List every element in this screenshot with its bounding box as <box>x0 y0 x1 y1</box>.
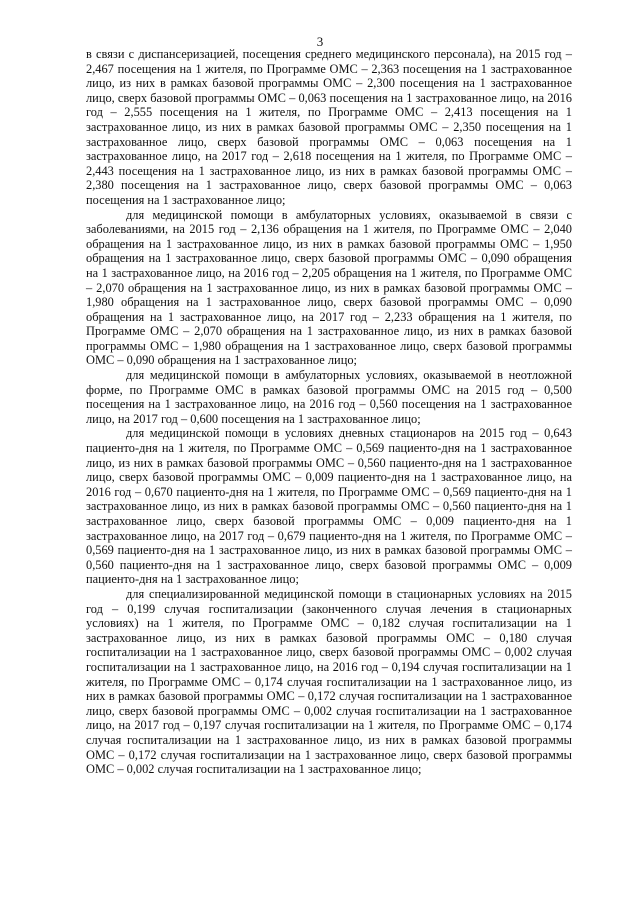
document-body <box>86 47 572 777</box>
paragraph-specialized-inpatient: для специализированной медицинской помощи в стационарных условиях на 2015 год – 0,199 случая госпитализации (законченного случая лечения в стационарных условиях) на 1 жителя, по Программе ОМС – 0,182 случая госпитализации на 1 застрахованное лицо, из них в рамках базовой программы ОМС – 0,180 случая госпитализации на 1 застрахованное лицо, сверх базовой программы ОМС – 0,002 случая госпитализации на 1 застрахованное лицо, на 2016 год – 0,194 случая госпитализации на 1 жителя, по Программе ОМС – 0,174 случая госпитализации на 1 застрахованное лицо, из них в рамках базовой программы ОМС – 0,172 случая госпитализации на 1 застрахованное лицо, сверх базовой программы ОМС – 0,002 случая госпитализации на 1 застрахованное лицо, на 2017 год – 0,197 случая госпитализации на 1 жителя, по Программе ОМС – 0,174 случая госпитализации на 1 застрахованное лицо, из них в рамках базовой программы ОМС – 0,172 случая госпитализации на 1 застрахованное лицо, сверх базовой программы ОМС – 0,002 случая госпитализации на 1 застрахованное лицо; <box>86 586 572 777</box>
paragraph-outpatient-disease-appeals: для медицинской помощи в амбулаторных условиях, оказываемой в связи с заболеваниями, на 2015 год – 2,136 обращения на 1 жителя, по Программе ОМС – 2,040 обращения на 1 застрахованное лицо, из них в рамках базовой программы ОМС – 1,950 обращения на 1 застрахованное лицо, сверх базовой программы ОМС – 0,090 обращения на 1 застрахованное лицо, на 2016 год – 2,205 обращения на 1 жителя, по Программе ОМС – 2,070 обращения на 1 застрахованное лицо, из них в рамках базовой программы ОМС – 1,980 обращения на 1 застрахованное лицо, сверх базовой программы ОМС – 0,090 обращения на 1 застрахованное лицо, на 2017 год – 2,233 обращения на 1 жителя, по Программе ОМС – 2,070 обращения на 1 застрахованное лицо, из них в рамках базовой программы ОМС – 1,980 обращения на 1 застрахованное лицо, сверх базовой программы ОМС – 0,090 обращения на 1 застрахованное лицо; <box>86 207 572 368</box>
paragraph-day-hospitals: для медицинской помощи в условиях дневных стационаров на 2015 год – 0,643 пациенто-дня на 1 жителя, по Программе ОМС – 0,569 пациенто-дня на 1 застрахованное лицо, из них в рамках базовой программы ОМС – 0,560 пациенто-дня на 1 застрахованное лицо, сверх базовой программы ОМС – 0,009 пациенто-дня на 1 застрахованное лицо, на 2016 год – 0,670 пациенто-дня на 1 жителя, по Программе ОМС – 0,569 пациенто-дня на 1 застрахованное лицо, из них в рамках базовой программы ОМС – 0,560 пациенто-дня на 1 застрахованное лицо, сверх базовой программы ОМС – 0,009 пациенто-дня на 1 застрахованное лицо, на 2017 год – 0,679 пациенто-дня на 1 жителя, по Программе ОМС – 0,569 пациенто-дня на 1 застрахованное лицо, из них в рамках базовой программы ОМС – 0,560 пациенто-дня на 1 застрахованное лицо, сверх базовой программы ОМС – 0,009 пациенто-дня на 1 застрахованное лицо; <box>86 426 572 587</box>
paragraph-outpatient-visits-continuation: в связи с диспансеризацией, посещения среднего медицинского персонала), на 2015 год – 2,467 посещения на 1 жителя, по Программе ОМС – 2,363 посещения на 1 застрахованное лицо, из них в рамках базовой программы ОМС – 2,300 посещения на 1 застрахованное лицо, сверх базовой программы ОМС – 0,063 посещения на 1 застрахованное лицо, на 2016 год – 2,555 посещения на 1 жителя, по Программе ОМС – 2,413 посещения на 1 застрахованное лицо, из них в рамках базовой программы ОМС – 2,350 посещения на 1 застрахованное лицо, сверх базовой программы ОМС – 0,063 посещения на 1 застрахованное лицо, на 2017 год – 2,618 посещения на 1 жителя, по Программе ОМС – 2,443 посещения на 1 застрахованное лицо, из них в рамках базовой программы ОМС – 2,380 посещения на 1 застрахованное лицо, сверх базовой программы ОМС – 0,063 посещения на 1 застрахованное лицо; <box>86 47 572 207</box>
page-number: 3 <box>316 34 324 49</box>
paragraph-outpatient-emergency: для медицинской помощи в амбулаторных условиях, оказываемой в неотложной форме, по Программе ОМС в рамках базовой программы ОМС на 2015 год – 0,500 посещения на 1 застрахованное лицо, на 2016 год – 0,560 посещения на 1 застрахованное лицо, на 2017 год – 0,600 посещения на 1 застрахованное лицо; <box>86 368 572 426</box>
